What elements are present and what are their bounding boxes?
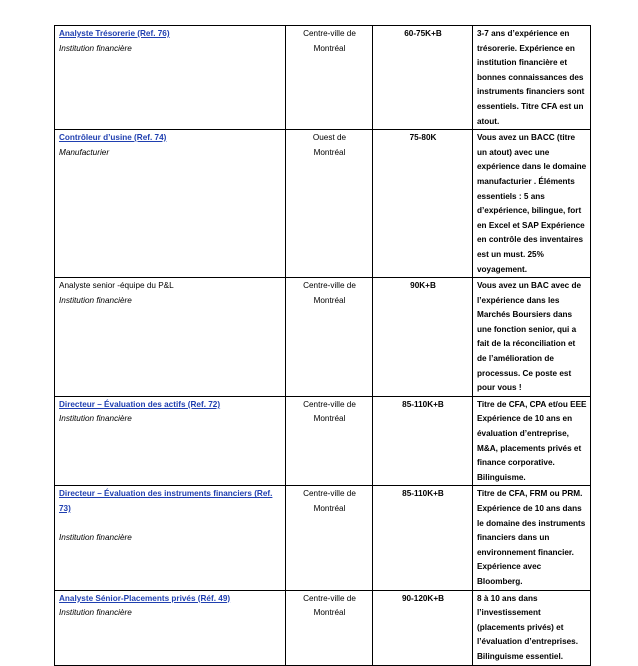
- location-line: Montréal: [313, 295, 346, 305]
- description-cell: Vous avez un BAC avec de l’expérience dans les Marchés Boursiers dans une fonction senior, qui a fait de la réconciliation et de l’amélioration de processus. Ce poste est pour vous !: [473, 278, 591, 397]
- job-title-cell: [55, 278, 286, 397]
- location-line: Montréal: [313, 414, 346, 424]
- location-line: Centre-ville de: [303, 29, 356, 38]
- job-listings-table: [54, 25, 591, 666]
- job-title-link[interactable]: Contrôleur d’usine (Ref. 74): [59, 133, 167, 143]
- organization-type: Institution financière: [59, 608, 132, 618]
- job-title: Analyste senior -équipe du P&L: [59, 281, 174, 291]
- location-line: Montréal: [313, 43, 346, 53]
- table-row: [55, 130, 591, 278]
- description-cell: Vous avez un BACC (titre un atout) avec une expérience dans le domaine manufacturier . Éléments essentiels : 5 ans d’expérience, bilingue, fort en Excel et SAP Expérience en contrôle des inventaires est un must. 25% voyagement.: [473, 130, 591, 278]
- location-line: Centre-ville de: [303, 489, 356, 499]
- table-row: [55, 486, 591, 590]
- location-line: Centre-ville de: [303, 593, 356, 603]
- table-row: [55, 278, 591, 397]
- organization-type: Institution financière: [59, 43, 132, 53]
- organization-type: Institution financière: [59, 533, 132, 543]
- salary-cell: 90K+B: [373, 278, 473, 397]
- location-line: Centre-ville de: [303, 281, 356, 291]
- organization-type: Institution financière: [59, 414, 132, 424]
- table-row: [55, 396, 591, 486]
- salary-cell: 85-110K+B: [373, 396, 473, 486]
- job-title-link[interactable]: Directeur – Évaluation des instruments financiers (Ref. 73): [59, 489, 273, 513]
- location-cell: [286, 590, 373, 665]
- job-title-link[interactable]: Analyste Sénior-Placements privés (Réf. 49): [59, 593, 231, 603]
- job-title-link[interactable]: Directeur – Évaluation des actifs (Ref. 72): [59, 399, 221, 409]
- location-line: Centre-ville de: [303, 399, 356, 409]
- description-cell: 3-7 ans d’expérience en trésorerie. Expérience en institution financière et bonnes connaissances des instruments financiers sont essentiels. Titre CFA est un atout.: [473, 26, 591, 130]
- salary-cell: 60-75K+B: [373, 26, 473, 130]
- table-row: [55, 26, 591, 130]
- job-title-cell: [55, 486, 286, 590]
- description-cell: Titre de CFA, CPA et/ou EEE Expérience de 10 ans en évaluation d’entreprise, M&A, placements privés et finance corporative. Bilinguisme.: [473, 396, 591, 486]
- location-cell: [286, 486, 373, 590]
- description-cell: Titre de CFA, FRM ou PRM. Expérience de 10 ans dans le domaine des instruments financiers dans un environnement financier. Expérience avec Bloomberg.: [473, 486, 591, 590]
- job-title-cell: [55, 396, 286, 486]
- location-line: Montréal: [313, 608, 346, 618]
- organization-type: Institution financière: [59, 295, 132, 305]
- job-title-cell: [55, 26, 286, 130]
- salary-cell: 85-110K+B: [373, 486, 473, 590]
- job-title-link[interactable]: Analyste Trésorerie (Ref. 76): [59, 29, 170, 38]
- salary-cell: 75-80K: [373, 130, 473, 278]
- location-line: Montréal: [313, 147, 346, 157]
- description-cell: 8 à 10 ans dans l’investissement (placements privés) et l’évaluation d’entreprises. Bilinguisme essentiel.: [473, 590, 591, 665]
- location-line: Montréal: [313, 504, 346, 513]
- location-line: Ouest de: [312, 133, 347, 143]
- salary-cell: 90-120K+B: [373, 590, 473, 665]
- location-cell: [286, 26, 373, 130]
- organization-type: Manufacturier: [59, 147, 110, 157]
- job-title-cell: [55, 130, 286, 278]
- job-title-cell: [55, 590, 286, 665]
- table-row: [55, 590, 591, 665]
- location-cell: [286, 278, 373, 397]
- location-cell: [286, 396, 373, 486]
- location-cell: [286, 130, 373, 278]
